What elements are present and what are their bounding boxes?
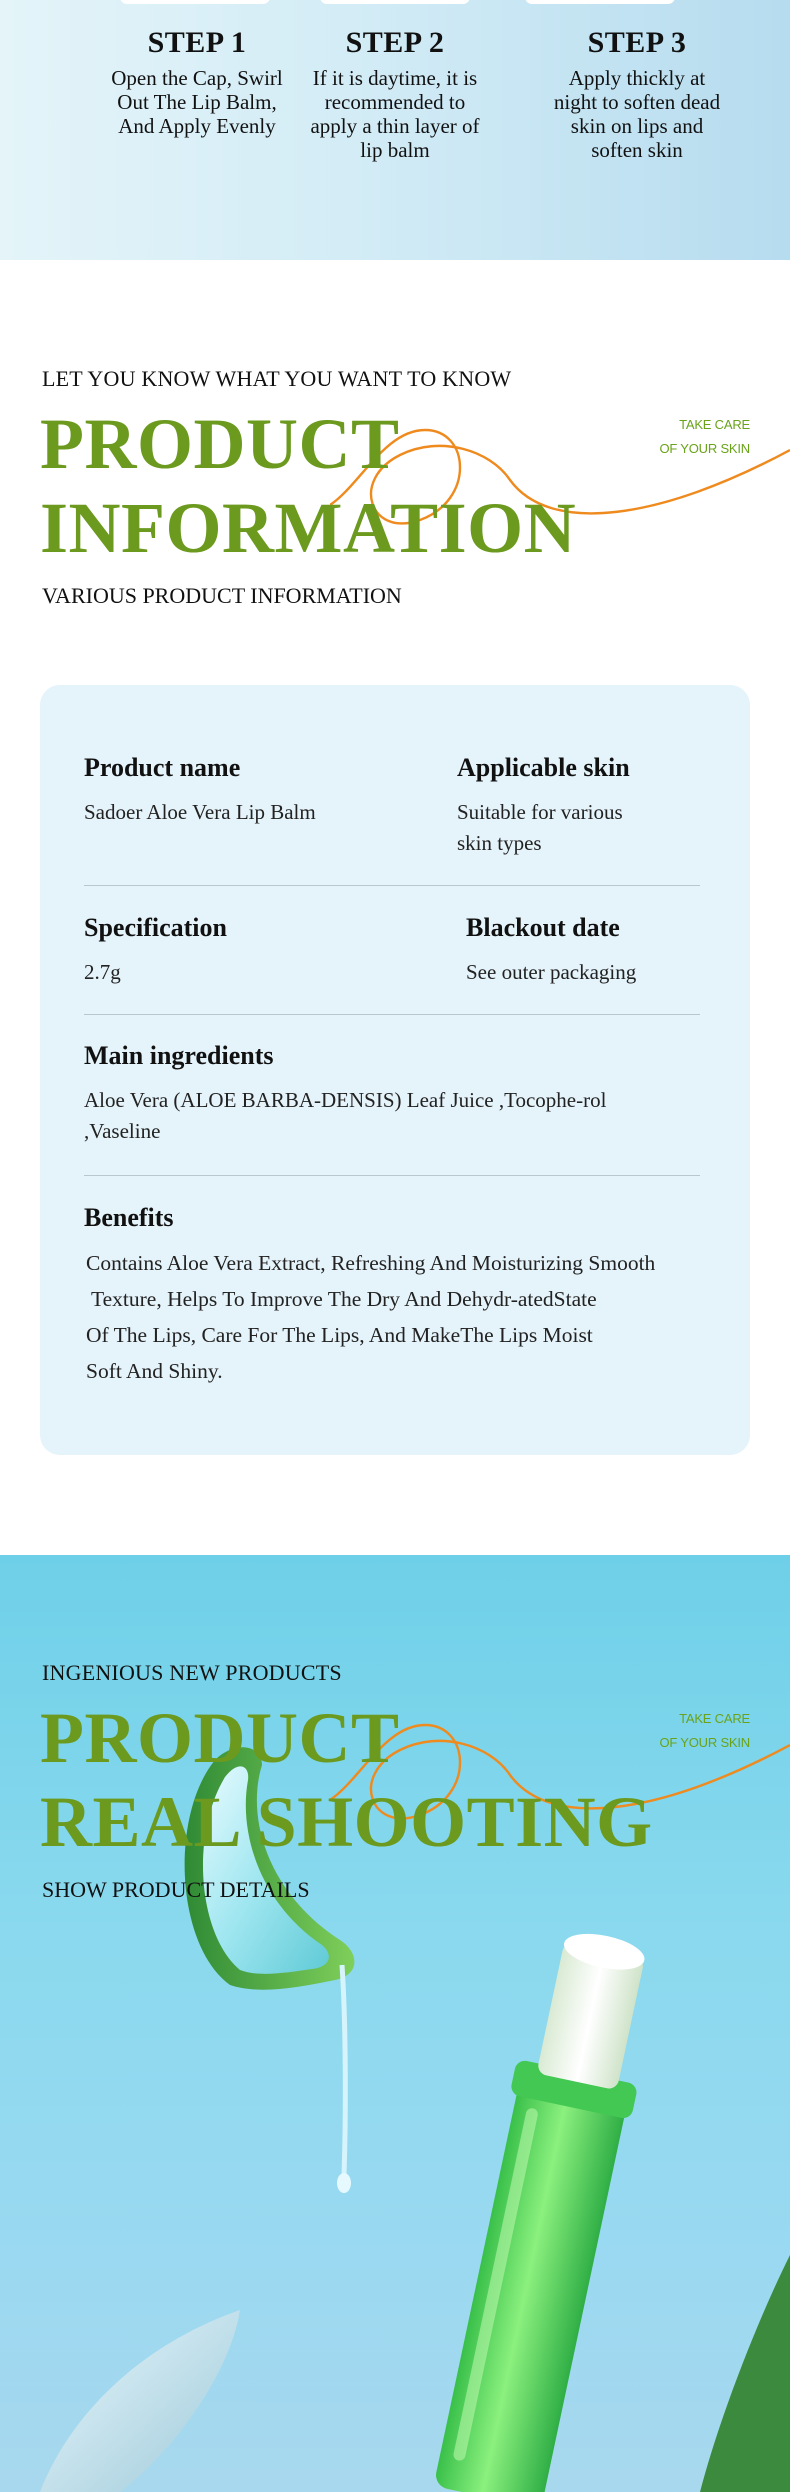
divider: [84, 1014, 700, 1015]
step-3: [532, 26, 742, 162]
value-line: skin types: [457, 831, 542, 855]
info-title-line1: PRODUCT: [40, 404, 400, 484]
divider: [84, 885, 700, 886]
product-real-shooting-section: [0, 1555, 790, 2492]
main-ingredients-label: Main ingredients: [84, 1041, 274, 1070]
step-text-line: recommended to: [324, 90, 466, 114]
applicable-skin-label: Applicable skin: [457, 753, 630, 782]
usage-steps-band: [0, 0, 790, 260]
step-1: [92, 26, 302, 138]
blackout-date-value: See outer packaging: [466, 960, 637, 984]
take-care-line: OF YOUR SKIN: [659, 1735, 750, 1750]
step-tab-decoration: [120, 0, 270, 4]
step-text-line: soften skin: [591, 138, 683, 162]
specification-value: 2.7g: [84, 960, 121, 984]
value-line: ,Vaseline: [84, 1119, 161, 1143]
step-title: STEP 3: [587, 26, 687, 59]
info-subtitle: VARIOUS PRODUCT INFORMATION: [42, 583, 402, 608]
specification-label: Specification: [84, 913, 227, 942]
step-text-line: apply a thin layer of: [310, 114, 480, 138]
step-text: [532, 66, 742, 162]
info-kicker: LET YOU KNOW WHAT YOU WANT TO KNOW: [42, 366, 512, 391]
step-title: STEP 2: [345, 26, 445, 59]
step-2: [290, 26, 500, 162]
step-text-line: night to soften dead: [553, 90, 721, 114]
step-text-line: Apply thickly at: [568, 66, 706, 90]
step-text-line: Open the Cap, Swirl: [111, 66, 283, 90]
take-care-line: OF YOUR SKIN: [659, 441, 750, 456]
value-line: Suitable for various: [457, 800, 623, 824]
step-tab-decoration: [525, 0, 675, 4]
step-text-line: skin on lips and: [570, 114, 704, 138]
shoot-title-line1: PRODUCT: [40, 1698, 400, 1778]
benefits-value: [86, 1245, 726, 1389]
info-title-line2: INFORMATION: [40, 488, 577, 568]
step-tab-decoration: [320, 0, 470, 4]
value-line: Texture, Helps To Improve The Dry And Dehydr-atedState: [86, 1287, 597, 1311]
take-care-line: TAKE CARE: [679, 1711, 750, 1726]
product-info-card: [40, 685, 750, 1455]
step-title: STEP 1: [147, 26, 247, 59]
take-care-line: TAKE CARE: [679, 417, 750, 432]
value-line: Soft And Shiny.: [86, 1359, 223, 1383]
main-ingredients-value: [84, 1085, 724, 1147]
step-text-line: Out The Lip Balm,: [117, 90, 277, 114]
shoot-title-line2: REAL SHOOTING: [40, 1782, 653, 1862]
blackout-date-label: Blackout date: [466, 913, 620, 942]
step-text-line: And Apply Evenly: [118, 114, 276, 138]
step-text: [92, 66, 302, 138]
value-line: Aloe Vera (ALOE BARBA-DENSIS) Leaf Juice ,Tocophe-rol: [84, 1088, 607, 1112]
step-text-line: lip balm: [360, 138, 430, 162]
benefits-label: Benefits: [84, 1203, 174, 1232]
divider: [84, 1175, 700, 1176]
shoot-subtitle: SHOW PRODUCT DETAILS: [42, 1877, 310, 1902]
step-text-line: If it is daytime, it is: [312, 66, 478, 90]
take-care-tagline: [620, 1707, 750, 1755]
take-care-tagline: [620, 413, 750, 461]
value-line: Of The Lips, Care For The Lips, And MakeThe Lips Moist: [86, 1323, 593, 1347]
value-line: Contains Aloe Vera Extract, Refreshing And Moisturizing Smooth: [86, 1251, 656, 1275]
product-name-value: Sadoer Aloe Vera Lip Balm: [84, 800, 316, 824]
step-text: [290, 66, 500, 162]
shoot-kicker: INGENIOUS NEW PRODUCTS: [42, 1660, 342, 1685]
applicable-skin-value: [457, 797, 623, 859]
product-name-label: Product name: [84, 753, 241, 782]
